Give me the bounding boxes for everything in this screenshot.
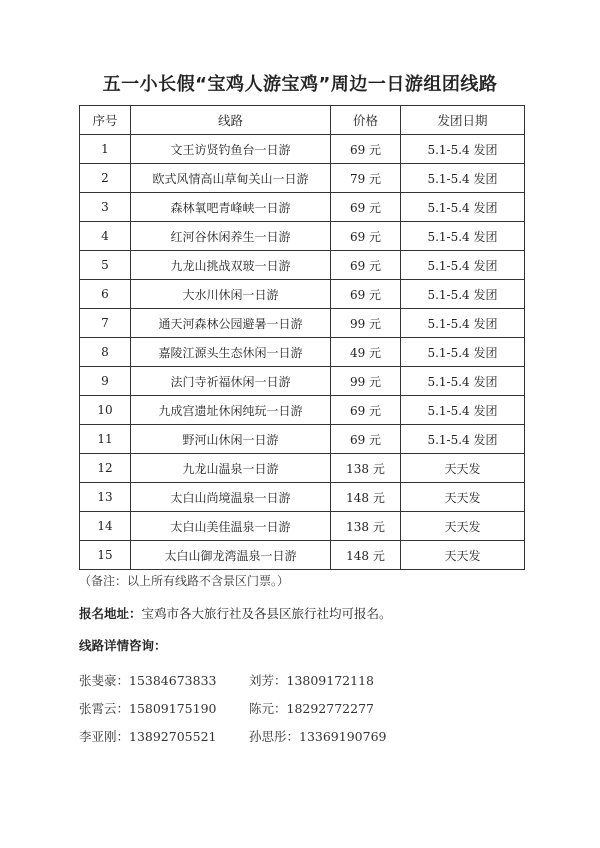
note: （备注：以上所有线路不含景区门票。） [79,574,290,588]
contact: 张斐豪：15384673833 [79,673,217,688]
cell-date: 5.1-5.4 发团 [401,425,525,454]
cell-no: 14 [80,512,131,541]
cell-date: 天天发 [401,454,525,483]
cell-no: 13 [80,483,131,512]
cell-price: 148 元 [331,541,401,570]
signup-address [79,604,392,622]
cell-no: 3 [80,193,131,222]
cell-route: 法门寺祈福休闲一日游 [131,367,331,396]
cell-no: 12 [80,454,131,483]
header-no: 序号 [80,106,131,135]
table-row [80,280,525,309]
contact-row [79,722,519,750]
header-price: 价格 [331,106,401,135]
cell-route: 野河山休闲一日游 [131,425,331,454]
cell-date: 5.1-5.4 发团 [401,222,525,251]
cell-price: 148 元 [331,483,401,512]
cell-date: 5.1-5.4 发团 [401,135,525,164]
signup-label: 报名地址： [79,606,142,621]
header-date: 发团日期 [401,106,525,135]
cell-no: 5 [80,251,131,280]
cell-date: 5.1-5.4 发团 [401,309,525,338]
cell-no: 9 [80,367,131,396]
cell-price: 69 元 [331,135,401,164]
table-row [80,425,525,454]
signup-text: 宝鸡市各大旅行社及各县区旅行社均可报名。 [141,606,392,621]
cell-route: 太白山御龙湾温泉一日游 [131,541,331,570]
cell-route: 太白山尚境温泉一日游 [131,483,331,512]
table-row [80,135,525,164]
cell-price: 99 元 [331,309,401,338]
contact: 张霄云：15809175190 [79,701,217,716]
cell-route: 欧式风情高山草甸关山一日游 [131,164,331,193]
contact-row [79,694,519,722]
table-row [80,222,525,251]
contacts [79,666,519,750]
contact: 孙思彤：13369190769 [249,729,387,744]
cell-date: 5.1-5.4 发团 [401,164,525,193]
cell-no: 15 [80,541,131,570]
cell-date: 5.1-5.4 发团 [401,251,525,280]
table-row [80,164,525,193]
cell-date: 天天发 [401,512,525,541]
header-route: 线路 [131,106,331,135]
table-row [80,251,525,280]
cell-route: 文王访贤钓鱼台一日游 [131,135,331,164]
cell-no: 1 [80,135,131,164]
cell-date: 5.1-5.4 发团 [401,396,525,425]
cell-price: 99 元 [331,367,401,396]
cell-route: 九龙山挑战双玻一日游 [131,251,331,280]
cell-date: 5.1-5.4 发团 [401,280,525,309]
cell-route: 大水川休闲一日游 [131,280,331,309]
routes-table [79,105,525,570]
cell-route: 森林氧吧青峰峡一日游 [131,193,331,222]
cell-no: 4 [80,222,131,251]
cell-price: 69 元 [331,280,401,309]
table-row [80,541,525,570]
cell-date: 5.1-5.4 发团 [401,338,525,367]
table-row [80,454,525,483]
table-row [80,483,525,512]
cell-price: 49 元 [331,338,401,367]
cell-date: 天天发 [401,541,525,570]
cell-price: 138 元 [331,454,401,483]
table-row [80,193,525,222]
cell-no: 6 [80,280,131,309]
cell-price: 138 元 [331,512,401,541]
cell-date: 5.1-5.4 发团 [401,367,525,396]
contact-row [79,666,519,694]
cell-route: 太白山美佳温泉一日游 [131,512,331,541]
contact: 陈元：18292772277 [249,701,374,716]
contact: 刘芳：13809172118 [249,673,374,688]
cell-no: 7 [80,309,131,338]
cell-price: 69 元 [331,251,401,280]
cell-price: 69 元 [331,193,401,222]
table-row [80,309,525,338]
cell-route: 九龙山温泉一日游 [131,454,331,483]
cell-route: 红河谷休闲养生一日游 [131,222,331,251]
cell-no: 2 [80,164,131,193]
table-row [80,367,525,396]
document-title: 五一小长假“宝鸡人游宝鸡”周边一日游组团线路 [102,74,498,95]
contact: 李亚刚：13892705521 [79,729,217,744]
cell-route: 嘉陵江源头生态休闲一日游 [131,338,331,367]
table-row [80,512,525,541]
cell-price: 69 元 [331,425,401,454]
cell-date: 天天发 [401,483,525,512]
cell-no: 8 [80,338,131,367]
cell-no: 11 [80,425,131,454]
cell-price: 69 元 [331,222,401,251]
table-row [80,338,525,367]
cell-date: 5.1-5.4 发团 [401,193,525,222]
cell-route: 九成宫遗址休闲纯玩一日游 [131,396,331,425]
cell-price: 79 元 [331,164,401,193]
cell-price: 69 元 [331,396,401,425]
table-row [80,396,525,425]
cell-route: 通天河森林公园避暑一日游 [131,309,331,338]
table-header-row [80,106,525,135]
cell-no: 10 [80,396,131,425]
consult-title: 线路详情咨询： [79,638,167,653]
